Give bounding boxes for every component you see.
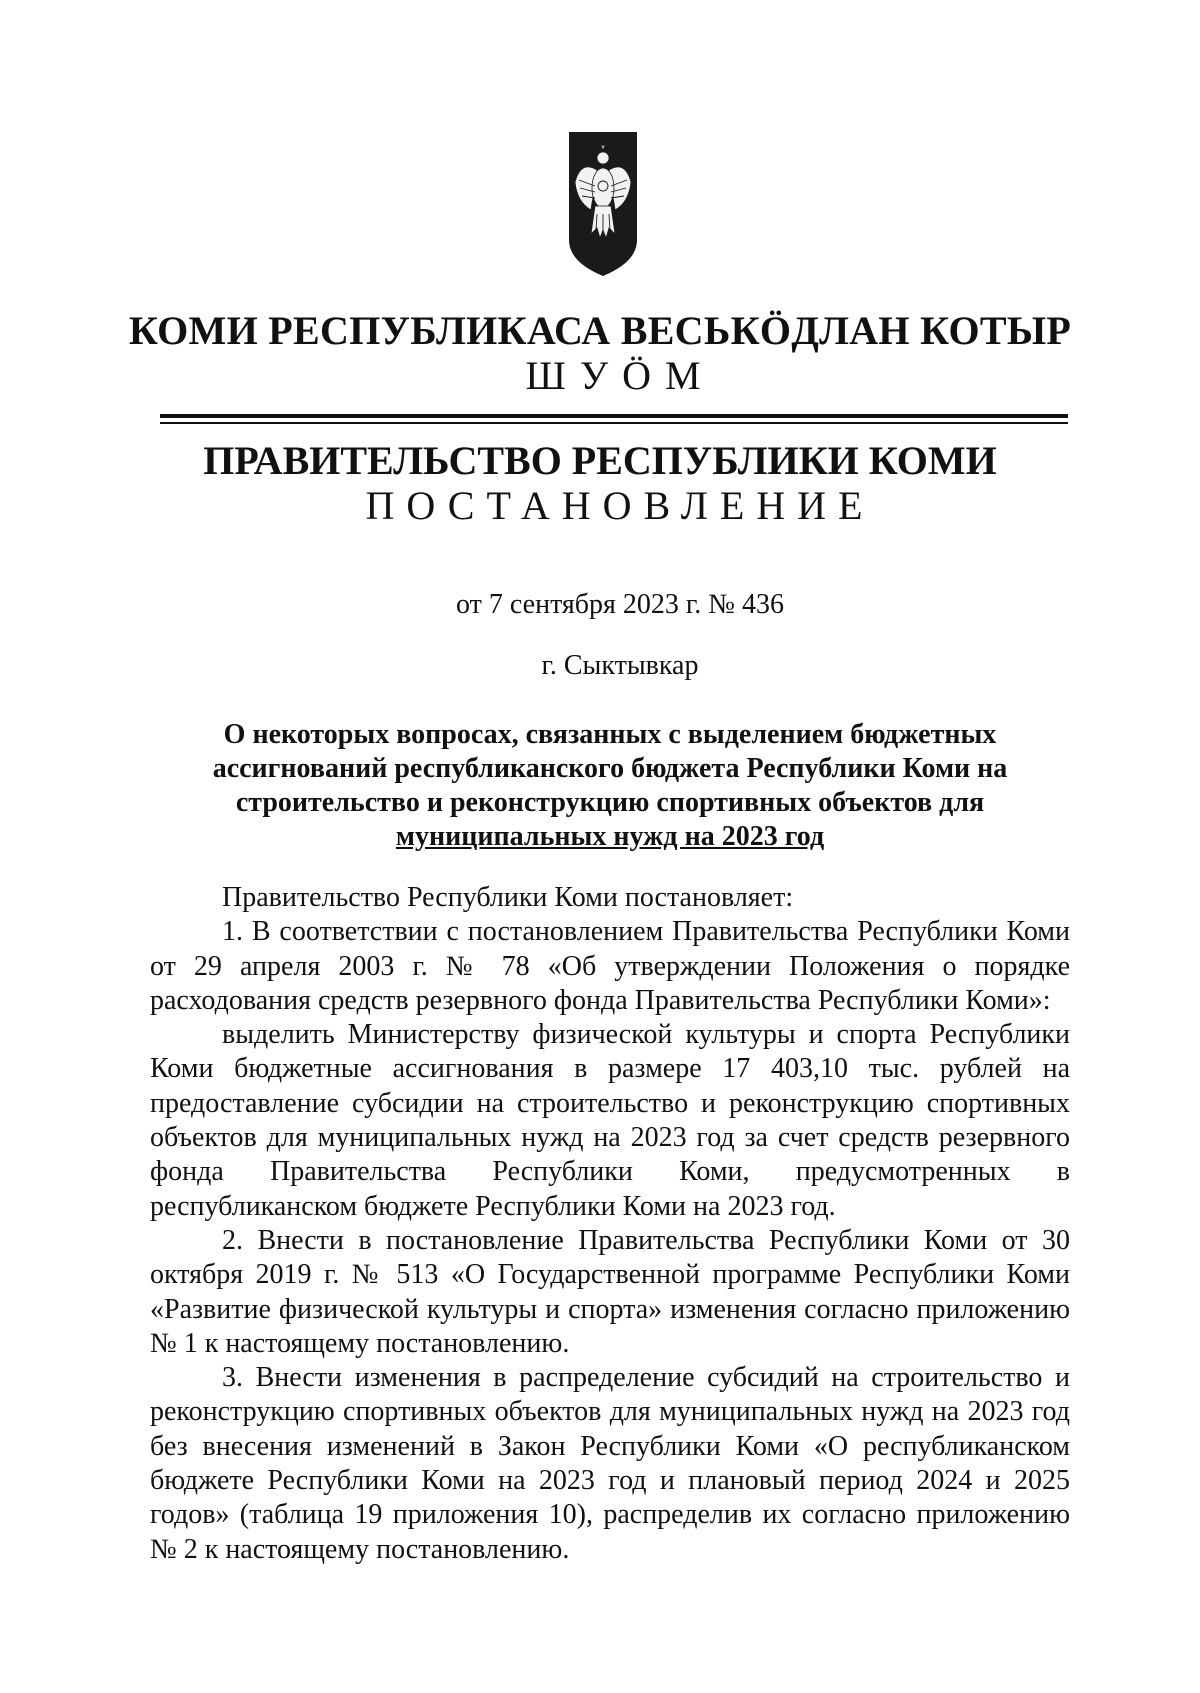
document-title-line: строительство и реконструкцию спортивных объектов для (235, 787, 985, 818)
preamble-paragraph: Правительство Республики Коми постановляет: (222, 882, 794, 913)
header-divider-thick (160, 414, 1068, 418)
document-title-line: муниципальных нужд на 2023 год (395, 821, 825, 852)
clause-3-paragraph: 3. Внести изменения в распределение субсидий на строительство и реконструкцию спортивных объектов для муниципальных нужд на 2023 год без внесения изменений в Закон Республики Коми «О республиканском бюджете Республики Коми на 2023 год и плановый период 2024 и 2025 годов» (таблица 19 приложения 10), распределив их согласно приложению № 2 к настоящему постановлению. (150, 1362, 1070, 1565)
document-title-line: ассигнований республиканского бюджета Республики Коми на (212, 753, 1008, 784)
document-title (150, 718, 1070, 854)
document-title-line: О некоторых вопросах, связанных с выделением бюджетных (223, 719, 997, 750)
document-type: ПОСТАНОВЛЕНИЕ (365, 483, 875, 528)
clause-1-paragraph: 1. В соответствии с постановлением Правительства Республики Коми от 29 апреля 2003 г. № 78 «Об утверждении Положения о порядке расходования средств резервного фонда Правительства Республики Коми»: (150, 916, 1070, 1016)
komi-organization-title: КОМИ РЕСПУБЛИКАСА ВЕСЬКӦДЛАН КОТЫР (128, 308, 1072, 353)
header-divider-thin (160, 422, 1068, 424)
komi-document-type: ШУӦМ (525, 353, 715, 398)
government-title: ПРАВИТЕЛЬСТВО РЕСПУБЛИКИ КОМИ (203, 438, 997, 483)
clause-2-paragraph: 2. Внести в постановление Правительства Республики Коми от 30 октября 2019 г. № 513 «О Государственной программе Республики Коми «Развитие физической культуры и спорта» изменения согласно приложению № 1 к настоящему постановлению. (150, 1224, 1070, 1359)
clause-1-allocation-paragraph: выделить Министерству физической культуры и спорта Республики Коми бюджетные ассигнования в размере 17 403,10 тыс. рублей на предоставление субсидии на строительство и реконструкцию спортивных объектов для муниципальных нужд на 2023 год за счет средств резервного фонда Правительства Республики Коми, предусмотренных в республиканском бюджете Республики Коми на 2023 год. (150, 1019, 1070, 1222)
document-place: г. Сыктывкар (541, 650, 699, 681)
document-body (150, 881, 1070, 1567)
komi-coat-of-arms-icon (567, 130, 639, 278)
document-date-number: от 7 сентября 2023 г. № 436 (456, 589, 784, 620)
